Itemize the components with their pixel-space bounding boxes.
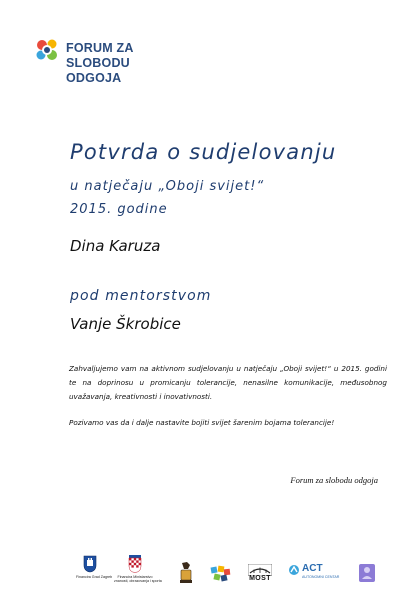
forum-logo [35,38,155,94]
sponsor-zagreb [76,555,113,595]
body-paragraph-2: Pozivamo vas da i dalje nastavite bojiti svijet šarenim bojama tolerancije! [69,418,335,427]
sponsor-ministry [114,555,162,595]
zagreb-coat-of-arms-icon [83,555,97,573]
body-paragraph-1: Zahvaljujemo vam na aktivnom sudjelovanju u natječaju „Oboji svijet!“ u 2015. godini te na doprinosu u promicanju tolerancije, nenasilne komunikacije, međusobnog uvažavanja, kreativnosti i inovativnosti. [69,364,387,401]
sponsor-zagreb-label: Financira Grad Zagreb [76,575,113,579]
sponsor-ministry-label-2: znanosti, obrazovanja i sporta [114,579,162,584]
mentor-name: Vanje Škrobice [70,315,181,333]
colorful-tiles-icon [210,565,232,583]
act-logo-icon [288,564,300,576]
certificate-subtitle: u natječaju „Oboji svijet!“ [70,179,265,194]
logo-line-2: SLOBODU [66,56,130,70]
logo-text [66,41,134,86]
signature: Forum za slobodu odgoja [290,475,378,485]
sponsor-7 [358,561,376,585]
sponsor-act-subtext: AUTONOMNI CENTAR [302,575,340,579]
sponsor-most-text: MOST [249,575,271,582]
sponsors-row [76,555,380,595]
logo-line-3: ODGOJA [66,71,122,85]
participant-name: Dina Karuza [70,237,161,255]
croatian-coat-of-arms-icon [128,555,142,573]
certificate-year: 2015. godine [70,202,168,217]
sponsor-ministry-label-1: Financira Ministarstvo [117,575,153,579]
sponsor-3 [178,561,194,585]
sponsor-act [288,564,338,584]
purple-figure-logo-icon [358,561,376,585]
logo-line-1: FORUM ZA [66,41,134,55]
bird-logo-icon [178,561,194,585]
certificate-title: Potvrda o sudjelovanju [70,140,337,164]
logo-ring-icon [35,38,59,62]
sponsor-ministry-label [114,575,162,584]
mentor-label: pod mentorstvom [70,288,212,304]
sponsor-4 [210,565,232,583]
sponsor-act-text: ACT [302,563,323,574]
sponsor-most [248,563,272,585]
certificate-body [69,362,387,430]
